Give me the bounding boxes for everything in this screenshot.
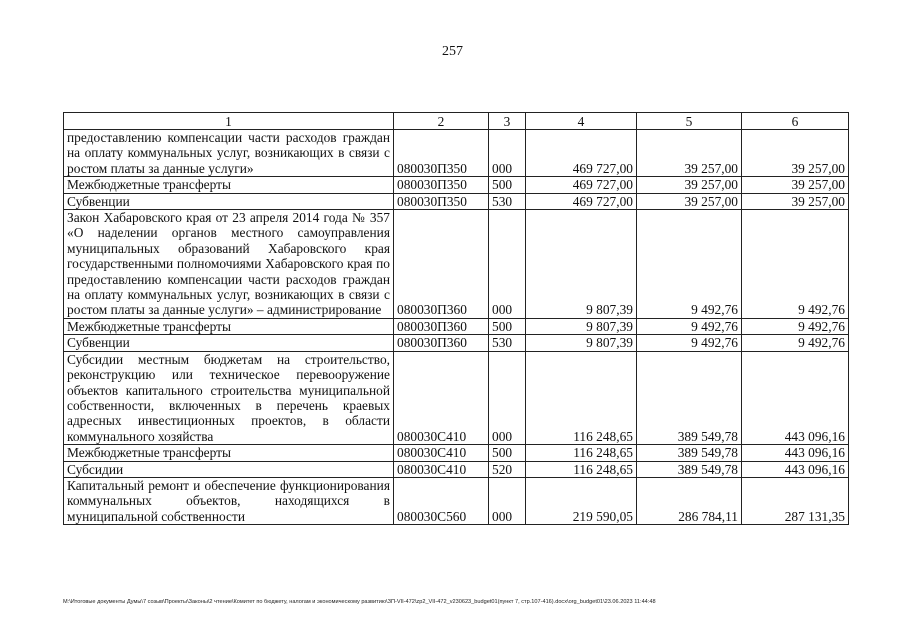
target-article-code: 080030П360 bbox=[394, 318, 489, 334]
amount-col-4: 9 807,39 bbox=[526, 318, 637, 334]
header-cell: 4 bbox=[526, 113, 637, 130]
header-cell: 3 bbox=[489, 113, 526, 130]
target-article-code: 080030П360 bbox=[394, 210, 489, 319]
amount-col-6: 39 257,00 bbox=[742, 177, 849, 193]
amount-col-6: 39 257,00 bbox=[742, 130, 849, 177]
amount-col-6: 9 492,76 bbox=[742, 210, 849, 319]
target-article-code: 080030С560 bbox=[394, 477, 489, 524]
amount-col-4: 116 248,65 bbox=[526, 351, 637, 444]
expense-type-code: 000 bbox=[489, 351, 526, 444]
amount-col-6: 443 096,16 bbox=[742, 461, 849, 477]
amount-col-5: 39 257,00 bbox=[637, 177, 742, 193]
header-cell: 6 bbox=[742, 113, 849, 130]
amount-col-4: 116 248,65 bbox=[526, 445, 637, 461]
table-row bbox=[64, 193, 849, 209]
row-description: Межбюджетные трансферты bbox=[64, 445, 394, 461]
row-description: предоставлению компенсации части расходов граждан на оплату коммунальных услуг, возникающих в связи с ростом платы за данные услуги» bbox=[64, 130, 394, 177]
target-article-code: 080030С410 bbox=[394, 351, 489, 444]
target-article-code: 080030П350 bbox=[394, 177, 489, 193]
amount-col-5: 39 257,00 bbox=[637, 193, 742, 209]
header-cell: 1 bbox=[64, 113, 394, 130]
budget-table bbox=[63, 112, 849, 525]
page-number: 257 bbox=[442, 44, 463, 59]
table-row bbox=[64, 461, 849, 477]
header-cell: 2 bbox=[394, 113, 489, 130]
amount-col-5: 286 784,11 bbox=[637, 477, 742, 524]
amount-col-6: 443 096,16 bbox=[742, 445, 849, 461]
row-description: Субвенции bbox=[64, 193, 394, 209]
amount-col-4: 9 807,39 bbox=[526, 210, 637, 319]
amount-col-5: 9 492,76 bbox=[637, 335, 742, 351]
row-description: Субсидии местным бюджетам на строительство, реконструкцию или техническое перевооружение объектов капитального строительства муниципальной собственности, включенных в перечень краевых адресных инвестиционных проектов, в области коммунального хозяйства bbox=[64, 351, 394, 444]
target-article-code: 080030П350 bbox=[394, 193, 489, 209]
amount-col-6: 9 492,76 bbox=[742, 318, 849, 334]
expense-type-code: 530 bbox=[489, 193, 526, 209]
row-description: Межбюджетные трансферты bbox=[64, 318, 394, 334]
amount-col-5: 389 549,78 bbox=[637, 351, 742, 444]
row-description: Закон Хабаровского края от 23 апреля 2014 года № 357 «О наделении органов местного самоуправления муниципальных образований Хабаровского края государственными полномочиями Хабаровского края по предоставлению компенсации части расходов граждан на оплату коммунальных услуг, возникающих в связи с ростом платы за данные услуги» – администрирование bbox=[64, 210, 394, 319]
header-cell: 5 bbox=[637, 113, 742, 130]
amount-col-6: 443 096,16 bbox=[742, 351, 849, 444]
table-row bbox=[64, 445, 849, 461]
table-row bbox=[64, 130, 849, 177]
amount-col-4: 219 590,05 bbox=[526, 477, 637, 524]
amount-col-4: 469 727,00 bbox=[526, 130, 637, 177]
table-row bbox=[64, 210, 849, 319]
table-row bbox=[64, 477, 849, 524]
expense-type-code: 000 bbox=[489, 130, 526, 177]
amount-col-4: 469 727,00 bbox=[526, 193, 637, 209]
amount-col-6: 287 131,35 bbox=[742, 477, 849, 524]
amount-col-4: 469 727,00 bbox=[526, 177, 637, 193]
expense-type-code: 000 bbox=[489, 210, 526, 319]
table-row bbox=[64, 177, 849, 193]
target-article-code: 080030С410 bbox=[394, 445, 489, 461]
row-description: Межбюджетные трансферты bbox=[64, 177, 394, 193]
row-description: Субвенции bbox=[64, 335, 394, 351]
expense-type-code: 000 bbox=[489, 477, 526, 524]
expense-type-code: 500 bbox=[489, 177, 526, 193]
table-row bbox=[64, 335, 849, 351]
amount-col-5: 9 492,76 bbox=[637, 318, 742, 334]
table-row bbox=[64, 351, 849, 444]
table-row bbox=[64, 318, 849, 334]
amount-col-5: 389 549,78 bbox=[637, 445, 742, 461]
row-description: Капитальный ремонт и обеспечение функционирования коммунальных объектов, находящихся в муниципальной собственности bbox=[64, 477, 394, 524]
amount-col-5: 9 492,76 bbox=[637, 210, 742, 319]
expense-type-code: 500 bbox=[489, 318, 526, 334]
amount-col-6: 39 257,00 bbox=[742, 193, 849, 209]
table-header-row bbox=[64, 113, 849, 130]
target-article-code: 080030П360 bbox=[394, 335, 489, 351]
amount-col-4: 9 807,39 bbox=[526, 335, 637, 351]
amount-col-6: 9 492,76 bbox=[742, 335, 849, 351]
target-article-code: 080030П350 bbox=[394, 130, 489, 177]
expense-type-code: 500 bbox=[489, 445, 526, 461]
document-path-footer: M:\Итоговые документы Думы\7 созыв\Проекты\Законы\2 чтение\Комитет по бюджету, налогам и экономическому развитию\ЗП-VII-472\zp2_VII-472_v230623_budget01(пункт 7, стр.107-416).docx\org_budget01\23.06.2023 11:44:48 bbox=[63, 599, 656, 605]
expense-type-code: 530 bbox=[489, 335, 526, 351]
expense-type-code: 520 bbox=[489, 461, 526, 477]
amount-col-5: 389 549,78 bbox=[637, 461, 742, 477]
amount-col-5: 39 257,00 bbox=[637, 130, 742, 177]
row-description: Субсидии bbox=[64, 461, 394, 477]
amount-col-4: 116 248,65 bbox=[526, 461, 637, 477]
target-article-code: 080030С410 bbox=[394, 461, 489, 477]
